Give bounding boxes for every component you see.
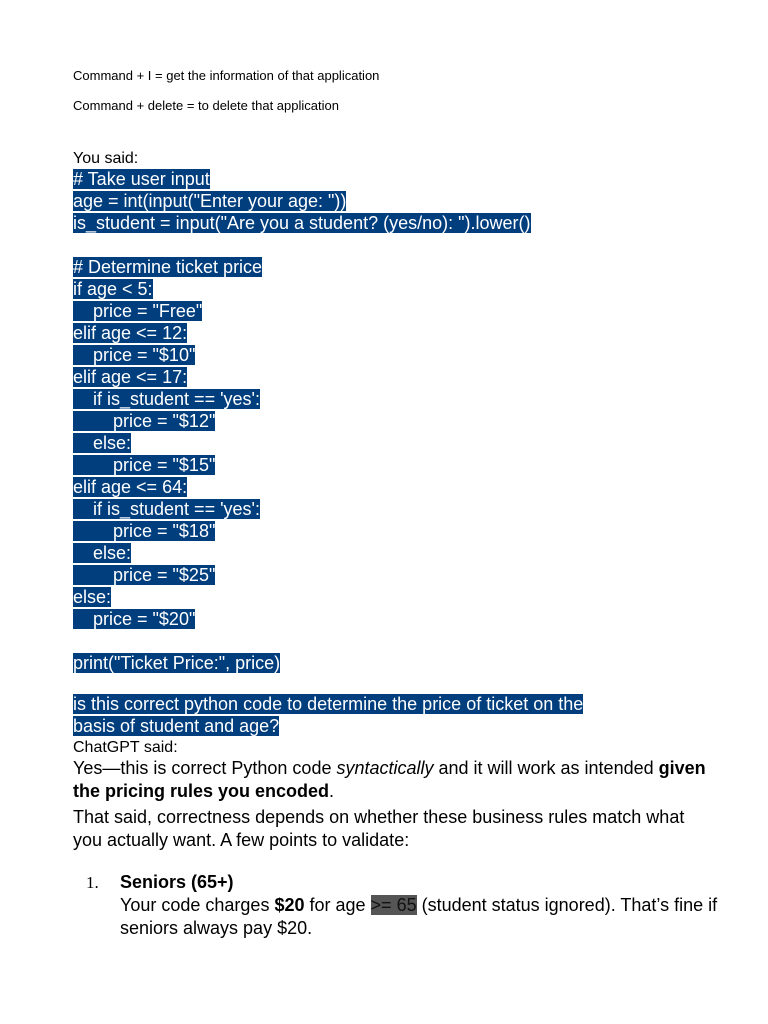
list-item-text: Your code charges <box>120 895 275 915</box>
code-line <box>73 256 531 278</box>
code-line-text: price = "$12" <box>73 411 216 431</box>
code-line <box>73 190 531 212</box>
code-line-text: elif age <= 12: <box>73 323 188 343</box>
code-line-text: if is_student == 'yes': <box>73 499 260 519</box>
question-line-1: is this correct python code to determine the price of ticket on the <box>73 694 584 714</box>
code-line <box>73 432 531 454</box>
code-line <box>73 212 531 234</box>
code-line <box>73 630 531 652</box>
answer-text: and it will work as intended <box>433 758 659 778</box>
code-line <box>73 454 531 476</box>
code-line-text: else: <box>73 587 112 607</box>
code-line <box>73 542 531 564</box>
code-line-text: if is_student == 'yes': <box>73 389 260 409</box>
note-line-1: Command + I = get the information of that application <box>73 68 380 83</box>
code-line <box>73 300 531 322</box>
code-line-text: elif age <= 64: <box>73 477 188 497</box>
code-line-text: price = "$25" <box>73 565 216 585</box>
note-line-2: Command + delete = to delete that application <box>73 98 339 113</box>
answer-paragraph-2: That said, correctness depends on whether these business rules match what you actually want. A few points to validate: <box>73 807 685 850</box>
code-line-text: age = int(input("Enter your age: ")) <box>73 191 347 211</box>
code-line-text: # Determine ticket price <box>73 257 263 277</box>
code-line-text: price = "$18" <box>73 521 216 541</box>
code-line <box>73 498 531 520</box>
code-line-text: else: <box>73 433 132 453</box>
answer-paragraph-1 <box>73 757 713 803</box>
code-line-text: print("Ticket Price:", price) <box>73 653 281 673</box>
answer-text: Yes—this is correct Python code <box>73 758 337 778</box>
code-line-text: if age < 5: <box>73 279 153 299</box>
answer-bold: given the pricing rules you encoded <box>73 758 706 801</box>
list-item-title: Seniors (65+) <box>120 872 234 892</box>
code-line <box>73 520 531 542</box>
code-line-text: price = "$10" <box>73 345 196 365</box>
code-line <box>73 586 531 608</box>
code-line <box>73 168 531 190</box>
list-item-text: (student status ignored). That’s fine if seniors always pay $20. <box>120 895 718 938</box>
code-line-text: else: <box>73 543 132 563</box>
code-line <box>73 476 531 498</box>
assistant-label: ChatGPT said: <box>73 739 178 756</box>
code-line <box>73 652 531 674</box>
user-label: You said: <box>73 150 139 167</box>
code-line-text: # Take user input <box>73 169 210 189</box>
code-line <box>73 564 531 586</box>
list-item-bold-value: $20 <box>274 895 305 915</box>
user-question <box>73 693 693 737</box>
code-line-text: price = "$20" <box>73 609 196 629</box>
list-item-number: 1. <box>86 873 99 892</box>
code-line <box>73 388 531 410</box>
code-line <box>73 410 531 432</box>
code-line <box>73 344 531 366</box>
code-line <box>73 322 531 344</box>
code-line <box>73 278 531 300</box>
code-line <box>73 366 531 388</box>
list-item-text: for age <box>304 895 371 915</box>
code-line <box>73 234 531 256</box>
code-line-text: price = "Free" <box>73 301 203 321</box>
code-line-text: is_student = input("Are you a student? (yes/no): ").lower() <box>73 213 531 233</box>
inline-code: >= 65 <box>370 895 417 915</box>
answer-italic: syntactically <box>336 758 434 778</box>
code-line-text: elif age <= 17: <box>73 367 188 387</box>
list-item <box>120 871 720 940</box>
answer-text: . <box>329 781 335 801</box>
question-line-2: basis of student and age? <box>73 716 280 736</box>
code-block <box>73 168 531 674</box>
code-line <box>73 608 531 630</box>
code-line-text: price = "$15" <box>73 455 216 475</box>
